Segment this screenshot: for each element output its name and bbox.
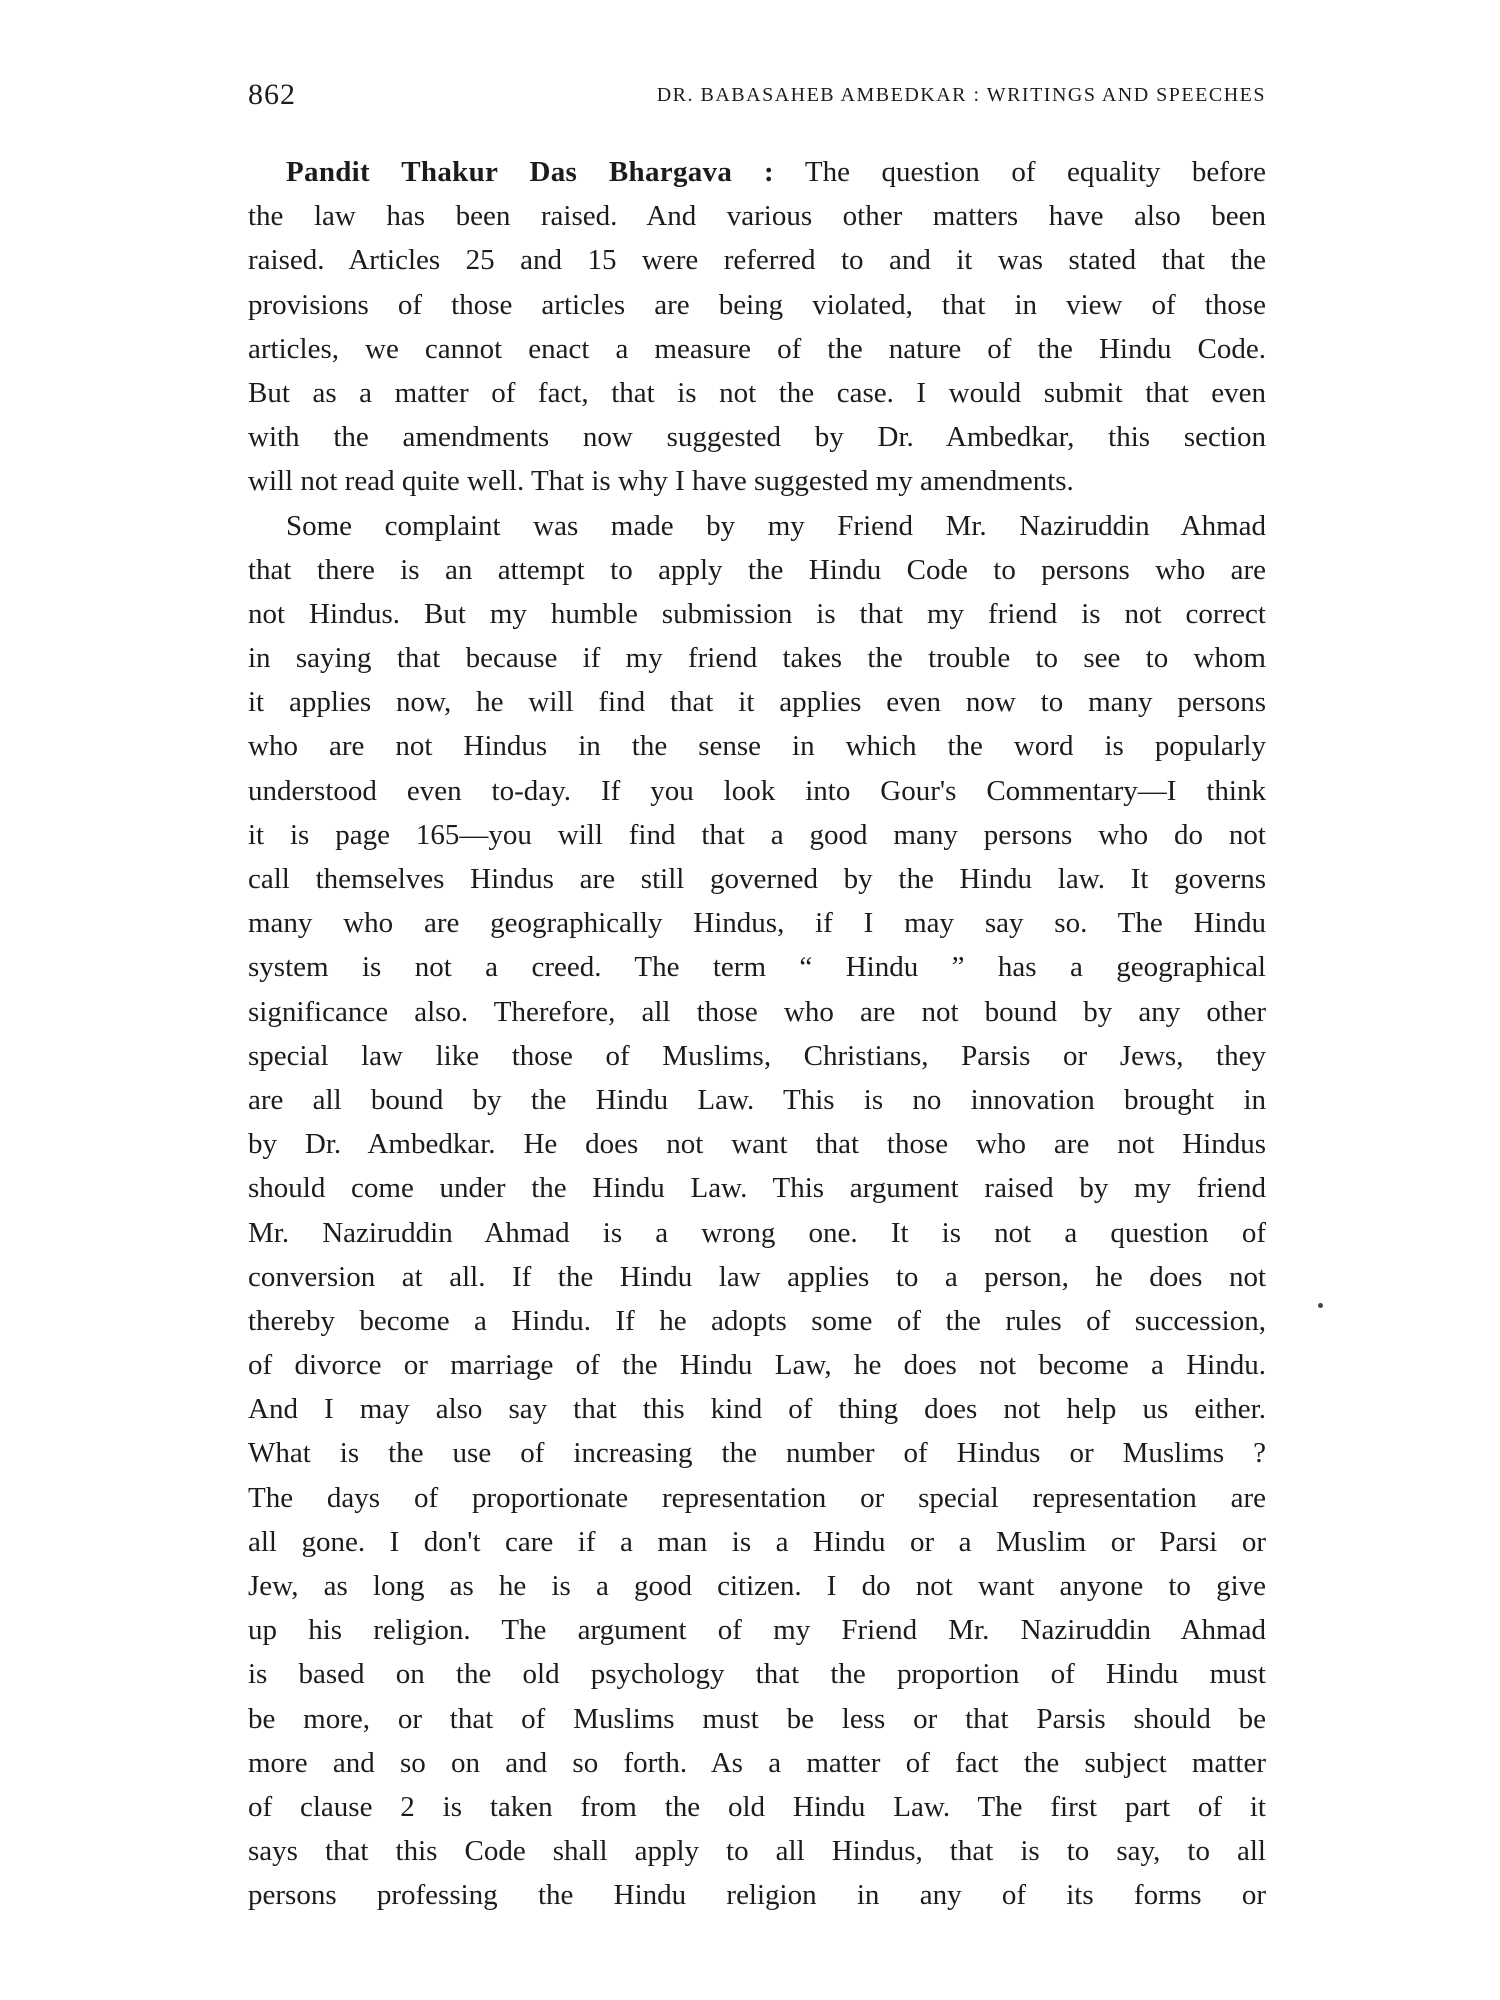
text-line: The days of proportionate representation or special representation are bbox=[248, 1481, 1266, 1514]
text-line: who are not Hindus in the sense in which the word is popularly bbox=[248, 730, 1266, 763]
text-line: are all bound by the Hindu Law. This is no innovation brought in bbox=[248, 1083, 1266, 1116]
text-line: conversion at all. If the Hindu law applies to a person, he does not bbox=[248, 1260, 1266, 1293]
text-line: articles, we cannot enact a measure of the nature of the Hindu Code. bbox=[248, 332, 1266, 365]
text-line: raised. Articles 25 and 15 were referred to and it was stated that the bbox=[248, 244, 1266, 277]
text-line: of divorce or marriage of the Hindu Law, he does not become a Hindu. bbox=[248, 1349, 1266, 1382]
text-line: says that this Code shall apply to all Hindus, that is to say, to all bbox=[248, 1835, 1266, 1868]
book-title: DR. BABASAHEB AMBEDKAR : WRITINGS AND SPEECHES bbox=[656, 84, 1266, 106]
text-line: And I may also say that this kind of thing does not help us either. bbox=[248, 1393, 1266, 1426]
text-line: But as a matter of fact, that is not the case. I would submit that even bbox=[248, 376, 1266, 409]
text-line: of clause 2 is taken from the old Hindu Law. The first part of it bbox=[248, 1790, 1266, 1823]
speaker-name: Pandit Thakur Das Bhargava : bbox=[286, 156, 774, 188]
text-line: will not read quite well. That is why I have suggested my amendments. bbox=[248, 465, 1074, 498]
text-line: that there is an attempt to apply the Hindu Code to persons who are bbox=[248, 553, 1266, 586]
text-line: with the amendments now suggested by Dr. Ambedkar, this section bbox=[248, 421, 1266, 454]
text-line-content: The question of equality before bbox=[773, 156, 1266, 188]
text-line: in saying that because if my friend takes the trouble to see to whom bbox=[248, 642, 1266, 675]
text-line: should come under the Hindu Law. This argument raised by my friend bbox=[248, 1172, 1266, 1205]
text-line: understood even to-day. If you look into Gour's Commentary—I think bbox=[248, 774, 1266, 807]
text-line: provisions of those articles are being violated, that in view of those bbox=[248, 288, 1266, 321]
text-line: thereby become a Hindu. If he adopts some of the rules of succession, bbox=[248, 1304, 1266, 1337]
text-line: What is the use of increasing the number of Hindus or Muslims ? bbox=[248, 1437, 1266, 1470]
text-line: persons professing the Hindu religion in any of its forms or bbox=[248, 1879, 1266, 1912]
text-line: not Hindus. But my humble submission is that my friend is not correct bbox=[248, 597, 1266, 630]
text-line: the law has been raised. And various other matters have also been bbox=[248, 200, 1266, 233]
text-line: be more, or that of Muslims must be less or that Parsis should be bbox=[248, 1702, 1266, 1735]
text-line: up his religion. The argument of my Friend Mr. Naziruddin Ahmad bbox=[248, 1614, 1266, 1647]
text-line: it is page 165—you will find that a good many persons who do not bbox=[248, 818, 1266, 851]
text-line: by Dr. Ambedkar. He does not want that those who are not Hindus bbox=[248, 1128, 1266, 1161]
text-line: system is not a creed. The term “ Hindu ” has a geographical bbox=[248, 951, 1266, 984]
text-line: many who are geographically Hindus, if I may say so. The Hindu bbox=[248, 907, 1266, 940]
text-line: Some complaint was made by my Friend Mr. Naziruddin Ahmad bbox=[286, 509, 1266, 542]
scan-speck bbox=[1318, 1303, 1323, 1308]
text-line: Mr. Naziruddin Ahmad is a wrong one. It is not a question of bbox=[248, 1216, 1266, 1249]
text-line: it applies now, he will find that it applies even now to many persons bbox=[248, 686, 1266, 719]
text-line: is based on the old psychology that the proportion of Hindu must bbox=[248, 1658, 1266, 1691]
text-line: special law like those of Muslims, Christians, Parsis or Jews, they bbox=[248, 1039, 1266, 1072]
text-line: more and so on and so forth. As a matter of fact the subject matter bbox=[248, 1746, 1266, 1779]
text-line: call themselves Hindus are still governed by the Hindu law. It governs bbox=[248, 863, 1266, 895]
body-text bbox=[248, 150, 1266, 1918]
page-number: 862 bbox=[248, 78, 296, 111]
text-line: Jew, as long as he is a good citizen. I do not want anyone to give bbox=[248, 1570, 1266, 1602]
text-line: all gone. I don't care if a man is a Hindu or a Muslim or Parsi or bbox=[248, 1525, 1266, 1558]
text-line-speaker bbox=[248, 150, 1266, 194]
running-head bbox=[248, 78, 1266, 118]
text-line: significance also. Therefore, all those who are not bound by any other bbox=[248, 995, 1266, 1028]
